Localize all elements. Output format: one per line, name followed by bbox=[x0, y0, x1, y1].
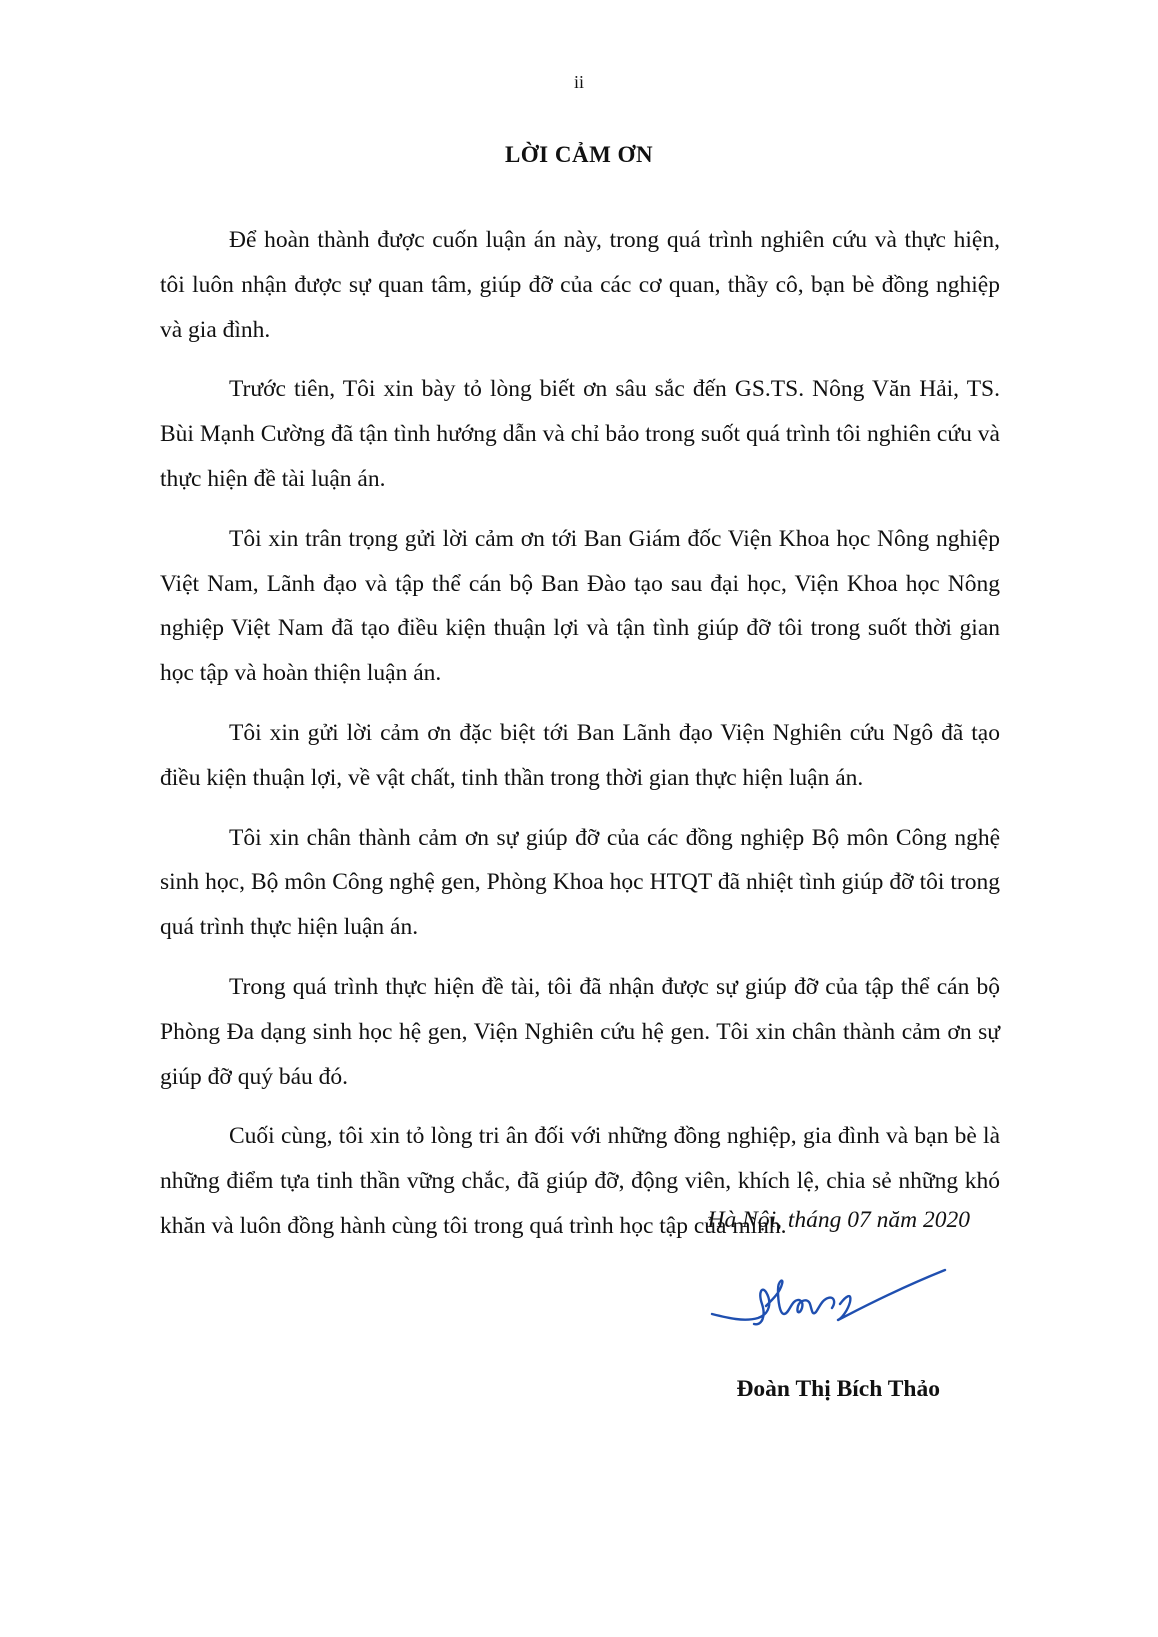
paragraph: Cuối cùng, tôi xin tỏ lòng tri ân đối với những đồng nghiệp, gia đình và bạn bè là những điểm tựa tinh thần vững chắc, đã giúp đỡ, động viên, khích lệ, chia sẻ những khó khăn và luôn đồng hành cùng tôi trong quá trình học tập của mình. bbox=[160, 1123, 1000, 1239]
page-title: LỜI CẢM ƠN bbox=[504, 142, 654, 167]
handwritten-signature bbox=[700, 1262, 960, 1352]
paragraph: Tôi xin chân thành cảm ơn sự giúp đỡ của các đồng nghiệp Bộ môn Công nghệ sinh học, Bộ môn Công nghệ gen, Phòng Khoa học HTQT đã nhiệt tình giúp đỡ tôi trong quá trình thực hiện luận án. bbox=[160, 824, 1000, 941]
paragraph: Tôi xin gửi lời cảm ơn đặc biệt tới Ban Lãnh đạo Viện Nghiên cứu Ngô đã tạo điều kiện thuận lợi, về vật chất, tinh thần trong thời gian thực hiện luận án. bbox=[160, 719, 1000, 791]
paragraph: Trong quá trình thực hiện đề tài, tôi đã nhận được sự giúp đỡ của tập thể cán bộ Phòng Đa dạng sinh học hệ gen, Viện Nghiên cứu hệ gen. Tôi xin chân thành cảm ơn sự giúp đỡ quý báu đó. bbox=[160, 973, 1000, 1090]
signer-name: Đoàn Thị Bích Thảo bbox=[736, 1376, 940, 1402]
paragraph: Trước tiên, Tôi xin bày tỏ lòng biết ơn sâu sắc đến GS.TS. Nông Văn Hải, TS. Bùi Mạnh Cường đã tận tình hướng dẫn và chỉ bảo trong suốt quá trình tôi nghiên cứu và thực hiện đề tài luận án. bbox=[160, 376, 1000, 492]
acknowledgement-body bbox=[160, 218, 1000, 1264]
page-number: ii bbox=[573, 72, 584, 92]
paragraph: Tôi xin trân trọng gửi lời cảm ơn tới Ban Giám đốc Viện Khoa học Nông nghiệp Việt Nam, Lãnh đạo và tập thể cán bộ Ban Đào tạo sau đại học, Viện Khoa học Nông nghiệp Việt Nam đã tạo điều kiện thuận lợi và tận tình giúp đỡ tôi trong suốt thời gian học tập và hoàn thiện luận án. bbox=[160, 525, 1000, 687]
paragraph: Để hoàn thành được cuốn luận án này, trong quá trình nghiên cứu và thực hiện, tôi luôn nhận được sự quan tâm, giúp đỡ của các cơ quan, thầy cô, bạn bè đồng nghiệp và gia đình. bbox=[160, 227, 1000, 343]
date-line: Hà Nội, tháng 07 năm 2020 bbox=[707, 1207, 970, 1233]
